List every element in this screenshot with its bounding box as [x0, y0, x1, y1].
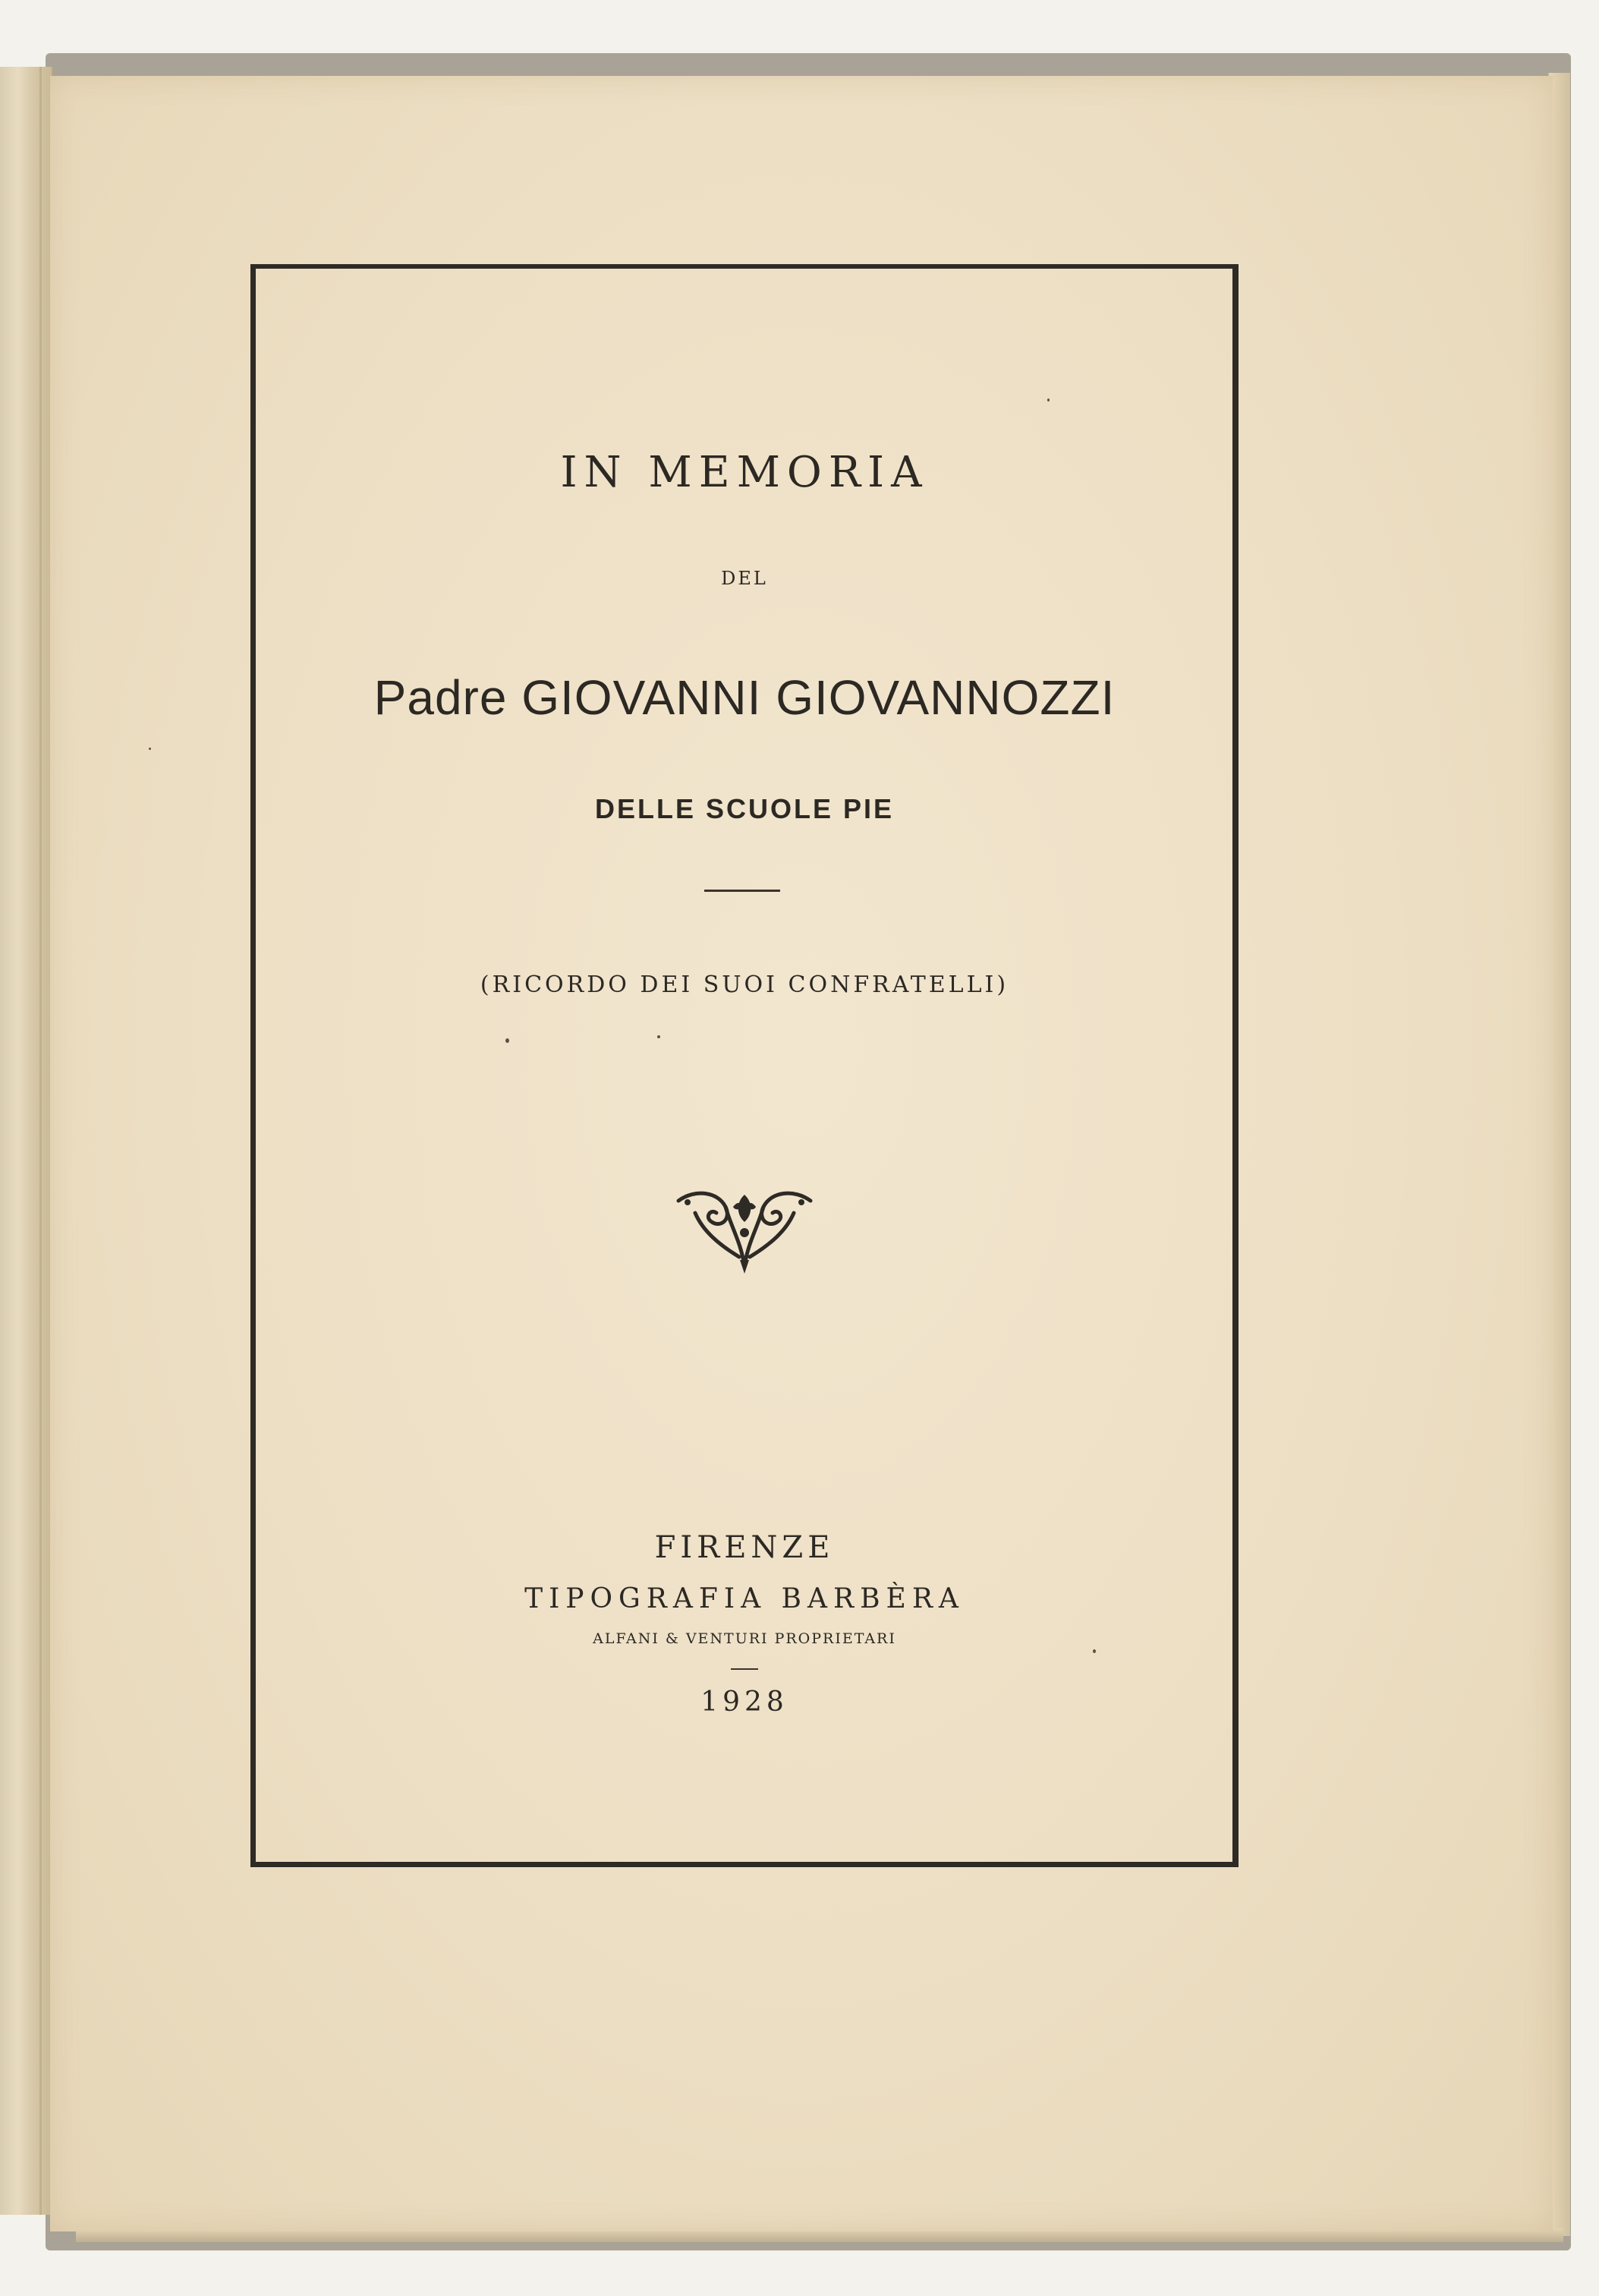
imprint-year: 1928 [700, 1687, 788, 1718]
imprint-rule [731, 1668, 758, 1670]
heading-in-memoria: IN MEMORIA [560, 448, 929, 497]
imprint-printer: TIPOGRAFIA BARBÈRA [524, 1583, 965, 1614]
printed-border-frame [250, 264, 1239, 1867]
divider-rule [704, 890, 780, 892]
connector-del: DEL [721, 568, 768, 589]
paper-speck [1093, 1649, 1096, 1653]
paper-speck [505, 1038, 509, 1043]
subject-name: Padre GIOVANNI GIOVANNOZZI [373, 670, 1116, 725]
paper-speck [1047, 398, 1050, 402]
paper-speck [149, 748, 151, 750]
imprint-city: FIRENZE [654, 1530, 835, 1565]
imprint-owners: ALFANI & VENTURI PROPRIETARI [593, 1630, 896, 1647]
fleuron-ornament-icon [672, 1184, 817, 1275]
paper-speck [657, 1035, 660, 1038]
subtitle-ricordo: (RICORDO DEI SUOI CONFRATELLI) [480, 972, 1009, 998]
religious-order: DELLE SCUOLE PIE [594, 793, 895, 824]
spine-edge [0, 67, 53, 2215]
